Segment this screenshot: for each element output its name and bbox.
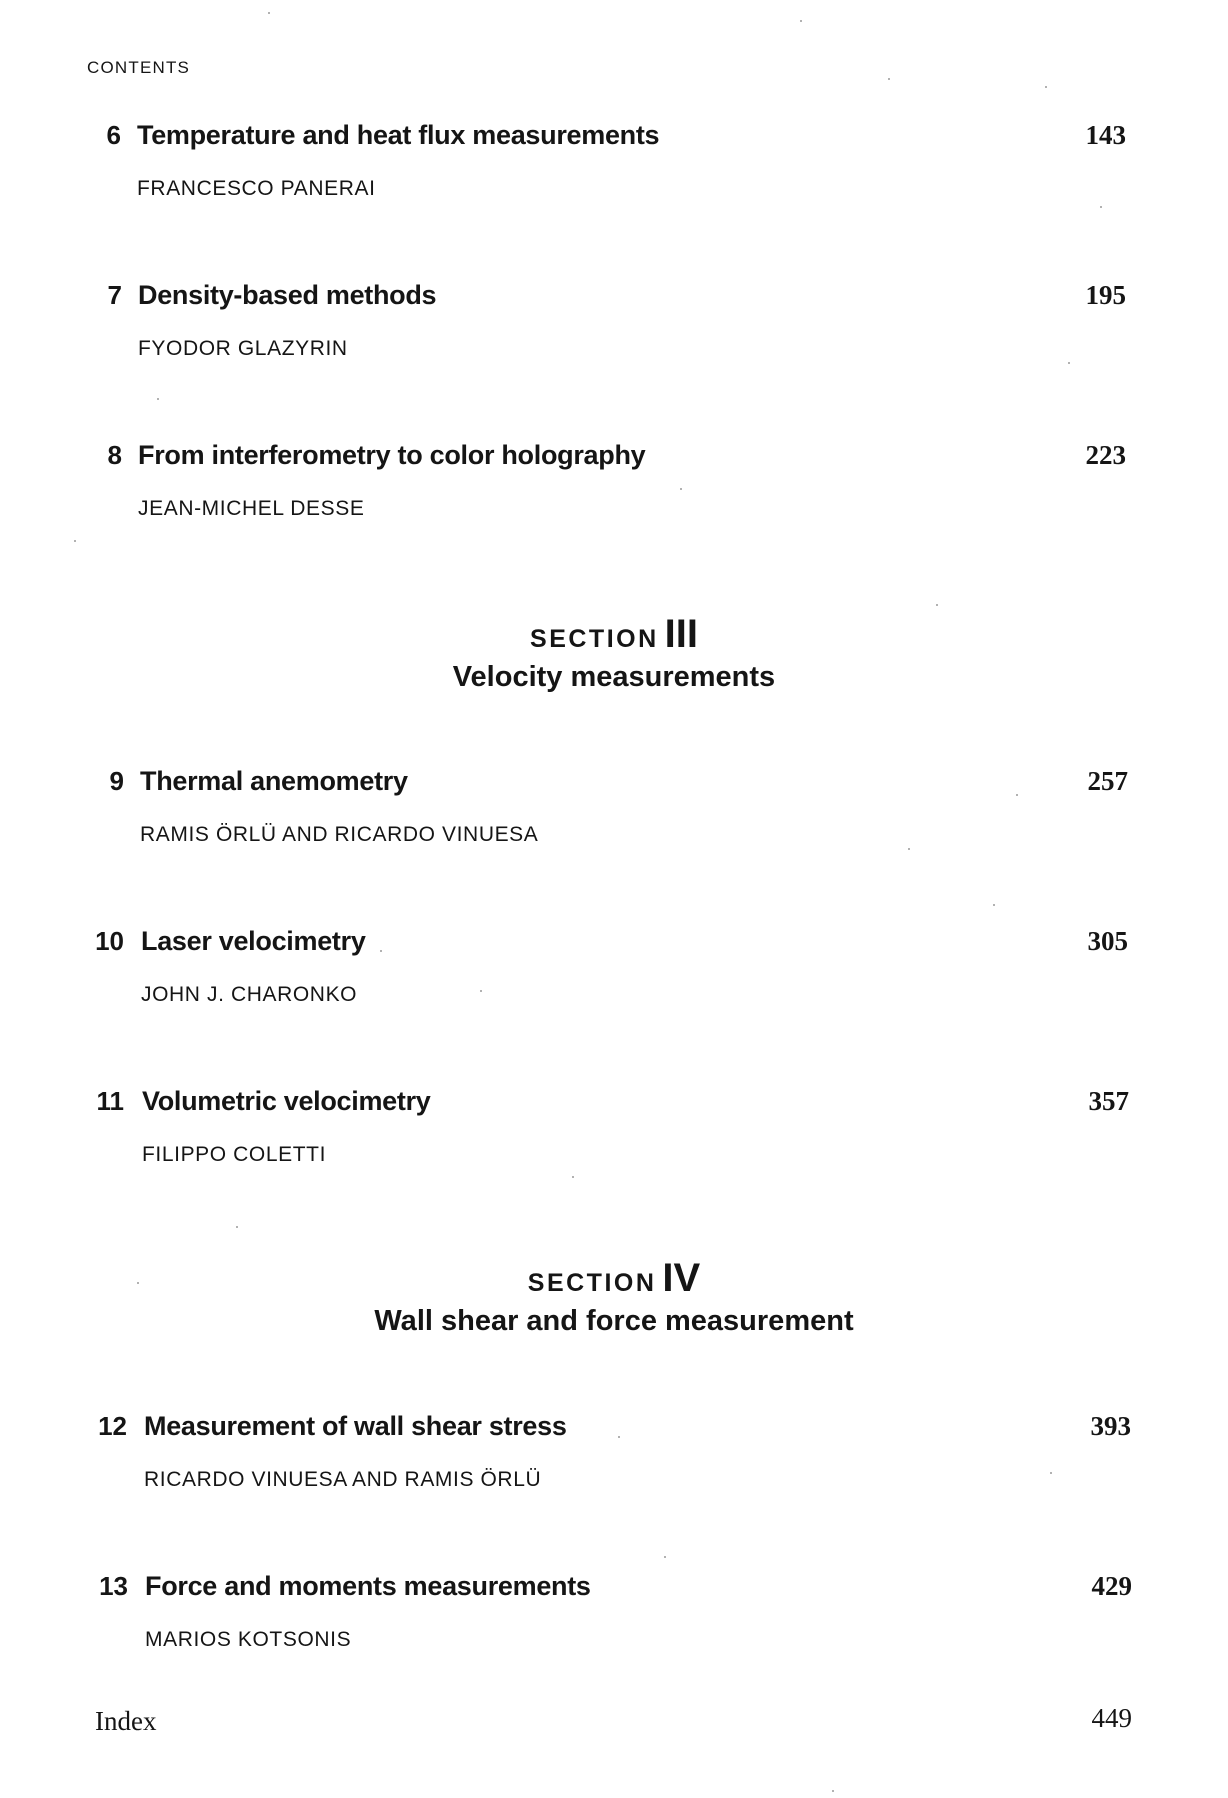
chapter-title: From interferometry to color holography <box>138 440 646 470</box>
chapter-author: FILIPPO COLETTI <box>142 1143 327 1166</box>
chapter-number: 8 <box>107 440 122 470</box>
toc-entry[interactable] <box>0 440 1228 550</box>
section-numeral: III <box>664 612 698 656</box>
chapter-author: RAMIS ÖRLÜ AND RICARDO VINUESA <box>140 823 539 846</box>
scan-speck <box>908 848 910 850</box>
toc-entry[interactable] <box>0 280 1228 390</box>
chapter-page: 257 <box>1087 766 1128 796</box>
chapter-title: Measurement of wall shear stress <box>144 1411 567 1441</box>
scan-speck <box>380 950 382 952</box>
index-label: Index <box>95 1706 157 1736</box>
chapter-author: RICARDO VINUESA AND RAMIS ÖRLÜ <box>144 1468 542 1491</box>
scan-speck <box>480 990 482 992</box>
scan-speck <box>74 540 76 542</box>
section-label: SECTION <box>527 1269 657 1297</box>
index-entry[interactable] <box>0 1703 1228 1742</box>
scan-speck <box>137 1282 139 1284</box>
scan-speck <box>157 398 159 400</box>
chapter-author: MARIOS KOTSONIS <box>145 1628 352 1651</box>
toc-entry[interactable] <box>0 1571 1228 1681</box>
scan-speck <box>1045 86 1047 88</box>
chapter-page: 429 <box>1091 1571 1132 1601</box>
running-head: CONTENTS <box>87 58 191 77</box>
scan-speck <box>268 12 270 14</box>
scan-speck <box>1016 794 1018 796</box>
scan-speck <box>1100 206 1102 208</box>
scan-speck <box>1068 362 1070 364</box>
section-title: Velocity measurements <box>452 661 776 693</box>
scan-speck <box>993 904 995 906</box>
chapter-number: 7 <box>107 280 122 310</box>
chapter-page: 195 <box>1085 280 1126 310</box>
chapter-title: Density-based methods <box>138 280 437 310</box>
toc-entry[interactable] <box>0 120 1228 230</box>
chapter-title: Volumetric velocimetry <box>142 1086 431 1116</box>
section-label: SECTION <box>530 625 659 653</box>
chapter-title: Laser velocimetry <box>141 926 366 956</box>
section-heading <box>0 612 1228 694</box>
scan-speck <box>832 1790 834 1792</box>
chapter-author: FRANCESCO PANERAI <box>137 177 376 200</box>
chapter-title: Force and moments measurements <box>145 1571 591 1601</box>
chapter-page: 357 <box>1088 1086 1129 1116</box>
toc-entry[interactable] <box>0 1411 1228 1521</box>
toc-entry[interactable] <box>0 1086 1228 1196</box>
section-title: Wall shear and force measurement <box>374 1305 854 1337</box>
scan-speck <box>236 1226 238 1228</box>
chapter-page: 143 <box>1085 120 1126 150</box>
chapter-title: Temperature and heat flux measurements <box>137 120 660 150</box>
chapter-number: 10 <box>95 926 124 956</box>
chapter-page: 223 <box>1085 440 1126 470</box>
chapter-page: 305 <box>1087 926 1128 956</box>
section-heading <box>0 1256 1228 1338</box>
section-numeral: IV <box>662 1256 701 1300</box>
scan-speck <box>800 20 802 22</box>
scan-speck <box>572 1176 574 1178</box>
scan-speck <box>888 78 890 80</box>
index-page: 449 <box>1091 1703 1132 1733</box>
chapter-author: FYODOR GLAZYRIN <box>138 337 348 360</box>
scan-speck <box>664 1556 666 1558</box>
scan-speck <box>618 1436 620 1438</box>
scan-speck <box>680 488 682 490</box>
toc-entry[interactable] <box>0 926 1228 1036</box>
chapter-number: 12 <box>98 1411 127 1441</box>
scan-speck <box>1050 1472 1052 1474</box>
chapter-number: 9 <box>109 766 124 796</box>
chapter-author: JEAN-MICHEL DESSE <box>138 497 365 520</box>
chapter-number: 6 <box>106 120 121 150</box>
chapter-number: 11 <box>96 1086 124 1116</box>
chapter-number: 13 <box>99 1571 128 1601</box>
chapter-title: Thermal anemometry <box>140 766 408 796</box>
scan-speck <box>936 604 938 606</box>
chapter-page: 393 <box>1090 1411 1131 1441</box>
toc-entry[interactable] <box>0 766 1228 876</box>
chapter-author: JOHN J. CHARONKO <box>141 983 358 1006</box>
